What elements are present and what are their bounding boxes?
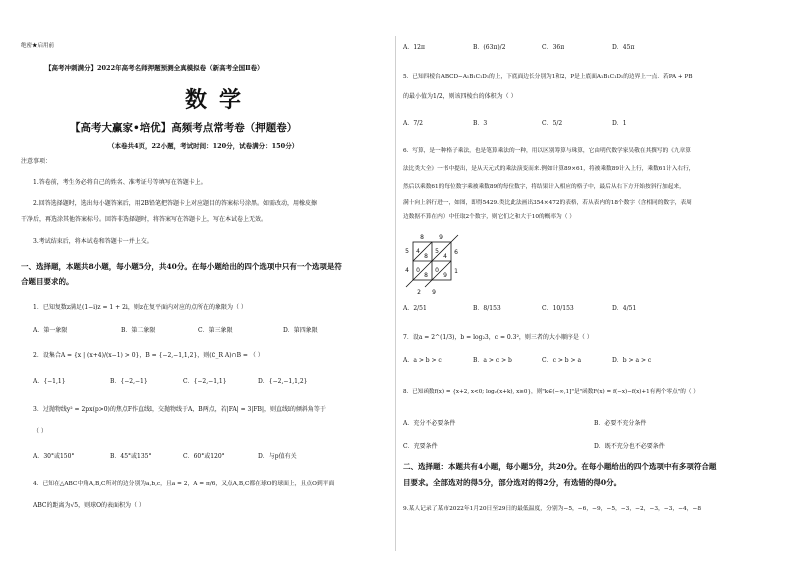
question-2: 2．设集合A = {x | (x+4)/(x−1) > 0}，B = {−2,−1,1,2}，则(∁_R A)∩B = （ ） [33, 352, 264, 359]
notice-3: 3.考试结束后，将本试卷和答题卡一并上交。 [33, 238, 153, 245]
q7-option-c[interactable]: C．c > b > a [542, 357, 582, 364]
grid-bottom-digit-2: 9 [432, 289, 436, 296]
grid-cell-2-lo: 4 [443, 253, 447, 260]
notice-title: 注意事项： [21, 158, 52, 165]
q8-option-b[interactable]: B．必要不充分条件 [594, 420, 647, 427]
q6-option-c[interactable]: C．10/153 [542, 305, 574, 312]
question-6-line4: 满十向上斜行进一，如图，即得5429.类比此法画出354×472的表格，若从表内的18个数字（含相同的数字，表周 [403, 200, 692, 206]
question-5: 5．已知四棱台ABCD−A₁B₁C₁D₁的上，下底面边长分别为1和2，P是上底面A₁B₁C₁D₁的边界上一点．若PA + PB [403, 74, 693, 80]
q7-option-d[interactable]: D．b > a > c [612, 357, 652, 364]
q3-option-c[interactable]: C．60°或120° [183, 453, 225, 460]
q2-option-a[interactable]: A．{−1,1} [33, 378, 66, 385]
page-title: 数学 [185, 87, 254, 113]
question-4-cont: ABC的距离为√5，则球O的表面积为（ ） [33, 502, 145, 509]
grid-right-digit-2: 1 [454, 268, 458, 275]
q3-option-d[interactable]: D．与p值有关 [258, 453, 297, 460]
grid-cell-4-lo: 9 [443, 272, 447, 279]
grid-bottom-digit-1: 2 [417, 289, 421, 296]
question-9: 9.某人记录了某市2022年1月20日至29日的最低温度，分别为−5，−6，−9，−5，−3，−2，−3，−3，−4，−8 [403, 506, 702, 512]
section-2-heading-cont: 目要求。全部选对的得5分，部分选对的得2分，有选错的得0分。 [403, 478, 622, 487]
exam-meta: （本卷共4页，22小题，考试时间：120分，试卷满分：150分） [108, 142, 299, 150]
q4-option-c[interactable]: C．36π [542, 44, 565, 51]
exam-subtitle: 【高考大赢家•培优】高频考点常考卷（押题卷） [70, 122, 298, 134]
section-1-heading: 一、选择题，本题共8小题，每小题5分，共40分。在每小题给出的四个选项中只有一个选项是符 [21, 262, 342, 271]
question-6-line2: 法比类大全》一书中提出，是从天元式的乘法演变而来.例如计算89×61，将被乘数89计入上行，乘数61计入右行， [403, 166, 695, 172]
q6-option-d[interactable]: D．4/51 [612, 305, 637, 312]
grid-cell-4-hi: 0 [435, 267, 439, 274]
question-8: 8．已知函数f(x) = {x+2, x<0; log₂(x+k), x≥0}，则"k∈(−∞,1]"是"函数F(x) = f(−x)−f(x)+1有两个零点"的（ ） [403, 389, 699, 395]
question-6-line3: 然后以乘数61的每位数字乘被乘数89的每位数字，将结果计入相应的格子中，最后从右下方开始按斜行加起来， [403, 184, 685, 190]
q2-option-d[interactable]: D．{−2,−1,1,2} [258, 378, 308, 385]
q1-option-b[interactable]: B．第二象限 [121, 327, 156, 334]
section-1-heading-cont: 合题目要求的。 [21, 277, 74, 286]
q7-option-b[interactable]: B．a > c > b [473, 357, 512, 364]
q5-option-b[interactable]: B．3 [473, 120, 488, 127]
question-7: 7．设a = 2^(1/3)，b = log₂3，c = 0.3²，则三者的大小顺序是（ ） [403, 334, 593, 341]
q1-option-c[interactable]: C．第三象限 [198, 327, 233, 334]
q8-option-a[interactable]: A．充分不必要条件 [403, 420, 456, 427]
question-1: 1．已知复数z满足(1−i)z = 1 + 2i，则z在复平面内对应的点所在的象限为（ ） [33, 304, 247, 311]
grid-top-digit-2: 9 [439, 234, 443, 241]
q5-option-d[interactable]: D．1 [612, 120, 627, 127]
q8-option-d[interactable]: D．既不充分也不必要条件 [594, 443, 665, 450]
grid-cell-1-hi: 4 [416, 248, 420, 255]
notice-1: 1.答卷前，考生务必将自己的姓名、准考证号等填写在答题卡上。 [33, 179, 207, 186]
confidential-mark: 绝密★启用前 [21, 43, 55, 49]
q4-option-a[interactable]: A．12π [403, 44, 425, 51]
grid-left-digit-2: 4 [405, 267, 409, 274]
q3-option-b[interactable]: B．45°或135° [110, 453, 152, 460]
question-5-cont: 的最小值为1/2，则该四棱台的体积为（ ） [403, 93, 517, 100]
grid-right-digit-1: 6 [454, 249, 458, 256]
question-4: 4．已知在△ABC中角A,B,C所对的边分别为a,b,c，且a = 2，A = π/6，又点A,B,C都在球O的球面上，且点O到平面 [33, 481, 335, 487]
column-divider [395, 36, 396, 551]
question-6-line5: 边数据不算在内）中任取2个数字，则它们之和大于10的概率为（ ） [403, 214, 575, 220]
q5-option-c[interactable]: C．5/2 [542, 120, 563, 127]
grid-cell-1-lo: 8 [424, 253, 428, 260]
q3-paren: （ ） [33, 428, 47, 435]
grid-top-digit-1: 8 [420, 234, 424, 241]
lattice-grid-figure [401, 232, 463, 300]
q8-option-c[interactable]: C．充要条件 [403, 443, 438, 450]
notice-2a: 2.回答选择题时，选出每小题答案后，用2B铅笔把答题卡上对应题目的答案标号涂黑。如需改动，用橡皮擦 [33, 200, 317, 207]
q4-option-d[interactable]: D．45π [612, 44, 635, 51]
section-2-heading: 二、选择题：本题共有4小题，每小题5分，共20分。在每小题给出的四个选项中有多项符合题 [403, 462, 717, 471]
q1-option-d[interactable]: D．第四象限 [283, 327, 318, 334]
exam-header: 【高考冲刺满分】2022年高考名师押题预测全真模拟卷（新高考全国Ⅱ卷） [45, 64, 264, 72]
q1-option-a[interactable]: A．第一象限 [33, 327, 68, 334]
grid-left-digit-1: 5 [405, 248, 409, 255]
notice-2b: 干净后，再选涂其他答案标号。回答非选择题时，将答案写在答题卡上，写在本试卷上无效。 [21, 216, 268, 223]
question-3: 3．过抛物线y² = 2px(p>0)的焦点F作直线l，交抛物线于A，B两点，若|FA| = 3|FB|，则直线l的倾斜角等于 [33, 406, 326, 413]
grid-cell-3-lo: 8 [424, 272, 428, 279]
q4-option-b[interactable]: B．(63π)/2 [473, 44, 506, 51]
q3-option-a[interactable]: A．30°或150° [33, 453, 75, 460]
q5-option-a[interactable]: A．7/2 [403, 120, 423, 127]
question-6: 6．写算，是一种格子乘法，也是笔算乘法的一种，用以区别筹算与珠算，它由明代数学家吴敬在其撰写的《九章算 [403, 148, 691, 154]
q6-option-a[interactable]: A．2/51 [403, 305, 427, 312]
q6-option-b[interactable]: B．8/153 [473, 305, 501, 312]
grid-cell-3-hi: 0 [416, 267, 420, 274]
q7-option-a[interactable]: A．a > b > c [403, 357, 442, 364]
q2-option-c[interactable]: C．{−2,−1,1} [183, 378, 227, 385]
grid-cell-2-hi: 5 [435, 248, 439, 255]
q2-option-b[interactable]: B．{−2,−1} [110, 378, 148, 385]
